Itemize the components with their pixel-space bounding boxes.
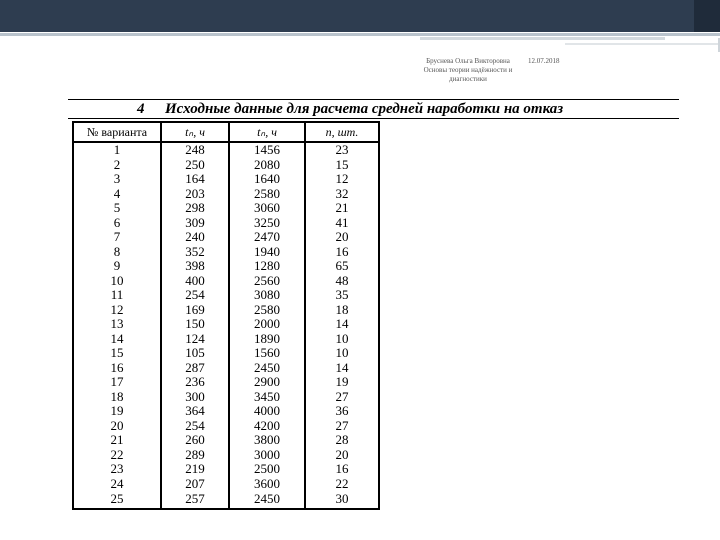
cell-t1: 250 xyxy=(161,158,229,173)
table-row xyxy=(73,230,379,245)
cell-variant: 4 xyxy=(73,187,161,202)
cell-t2: 3000 xyxy=(229,448,305,463)
cell-t2: 4000 xyxy=(229,404,305,419)
table-title: Исходные данные для расчета средней наработки на отказ xyxy=(165,101,564,117)
cell-variant: 10 xyxy=(73,274,161,289)
table-row xyxy=(73,317,379,332)
cell-n: 14 xyxy=(305,361,379,376)
cell-n: 30 xyxy=(305,491,379,509)
cell-variant: 18 xyxy=(73,390,161,405)
cell-t2: 1560 xyxy=(229,346,305,361)
cell-n: 23 xyxy=(305,142,379,158)
cell-t1: 248 xyxy=(161,142,229,158)
cell-n: 65 xyxy=(305,259,379,274)
cell-t2: 3080 xyxy=(229,288,305,303)
cell-variant: 23 xyxy=(73,462,161,477)
table-body xyxy=(73,142,379,509)
cell-n: 48 xyxy=(305,274,379,289)
cell-n: 21 xyxy=(305,201,379,216)
cell-t1: 203 xyxy=(161,187,229,202)
table-row xyxy=(73,477,379,492)
table-row xyxy=(73,288,379,303)
cell-n: 22 xyxy=(305,477,379,492)
cell-t2: 2450 xyxy=(229,361,305,376)
table-row xyxy=(73,259,379,274)
cell-t2: 4200 xyxy=(229,419,305,434)
table-row xyxy=(73,390,379,405)
cell-t1: 150 xyxy=(161,317,229,332)
cell-t1: 207 xyxy=(161,477,229,492)
cell-variant: 5 xyxy=(73,201,161,216)
cell-n: 15 xyxy=(305,158,379,173)
cell-variant: 8 xyxy=(73,245,161,260)
cell-variant: 9 xyxy=(73,259,161,274)
cell-t2: 2500 xyxy=(229,462,305,477)
cell-n: 18 xyxy=(305,303,379,318)
cell-t2: 3600 xyxy=(229,477,305,492)
cell-n: 41 xyxy=(305,216,379,231)
cell-t2: 1890 xyxy=(229,332,305,347)
table-row xyxy=(73,375,379,390)
decorative-line xyxy=(565,43,720,45)
cell-t1: 236 xyxy=(161,375,229,390)
cell-t1: 398 xyxy=(161,259,229,274)
cell-variant: 25 xyxy=(73,491,161,509)
cell-t2: 3250 xyxy=(229,216,305,231)
cell-variant: 24 xyxy=(73,477,161,492)
table-row xyxy=(73,158,379,173)
table-row xyxy=(73,172,379,187)
cell-n: 19 xyxy=(305,375,379,390)
cell-t1: 400 xyxy=(161,274,229,289)
cell-t1: 260 xyxy=(161,433,229,448)
cell-variant: 11 xyxy=(73,288,161,303)
table-row xyxy=(73,419,379,434)
table-row xyxy=(73,462,379,477)
table-row xyxy=(73,491,379,509)
cell-n: 27 xyxy=(305,390,379,405)
cell-variant: 2 xyxy=(73,158,161,173)
cell-variant: 12 xyxy=(73,303,161,318)
table-row xyxy=(73,216,379,231)
cell-t1: 254 xyxy=(161,419,229,434)
column-header-t1: tₙ, ч xyxy=(161,122,229,142)
cell-t2: 2900 xyxy=(229,375,305,390)
slide-top-bar xyxy=(0,0,720,32)
cell-t2: 1456 xyxy=(229,142,305,158)
cell-n: 20 xyxy=(305,230,379,245)
cell-t2: 2450 xyxy=(229,491,305,509)
table-row xyxy=(73,332,379,347)
cell-n: 16 xyxy=(305,462,379,477)
cell-t2: 2580 xyxy=(229,187,305,202)
table-number: 4 xyxy=(137,101,145,117)
cell-t1: 124 xyxy=(161,332,229,347)
header-row xyxy=(73,122,379,142)
cell-n: 10 xyxy=(305,346,379,361)
cell-n: 27 xyxy=(305,419,379,434)
table-row xyxy=(73,433,379,448)
cell-n: 10 xyxy=(305,332,379,347)
table-row xyxy=(73,245,379,260)
cell-variant: 20 xyxy=(73,419,161,434)
cell-n: 35 xyxy=(305,288,379,303)
table-row xyxy=(73,274,379,289)
cell-t2: 3800 xyxy=(229,433,305,448)
cell-t2: 1940 xyxy=(229,245,305,260)
cell-n: 14 xyxy=(305,317,379,332)
cell-t2: 2080 xyxy=(229,158,305,173)
slide-date: 12.07.2018 xyxy=(528,57,560,65)
cell-variant: 16 xyxy=(73,361,161,376)
cell-t1: 240 xyxy=(161,230,229,245)
cell-variant: 22 xyxy=(73,448,161,463)
cell-n: 32 xyxy=(305,187,379,202)
table-row xyxy=(73,361,379,376)
cell-t1: 164 xyxy=(161,172,229,187)
heading-rule xyxy=(68,99,679,100)
data-table xyxy=(72,121,380,510)
cell-n: 12 xyxy=(305,172,379,187)
top-bar-accent xyxy=(694,0,720,32)
cell-variant: 3 xyxy=(73,172,161,187)
decorative-line xyxy=(0,33,720,36)
cell-t2: 2470 xyxy=(229,230,305,245)
cell-variant: 1 xyxy=(73,142,161,158)
table-row xyxy=(73,142,379,158)
cell-variant: 6 xyxy=(73,216,161,231)
table-row xyxy=(73,404,379,419)
cell-t1: 105 xyxy=(161,346,229,361)
cell-t2: 2580 xyxy=(229,303,305,318)
table-row xyxy=(73,346,379,361)
cell-variant: 14 xyxy=(73,332,161,347)
cell-n: 20 xyxy=(305,448,379,463)
heading-rule xyxy=(68,118,679,119)
cell-t2: 2560 xyxy=(229,274,305,289)
cell-t1: 254 xyxy=(161,288,229,303)
cell-n: 28 xyxy=(305,433,379,448)
cell-t2: 1640 xyxy=(229,172,305,187)
cell-t1: 352 xyxy=(161,245,229,260)
cell-t1: 298 xyxy=(161,201,229,216)
cell-variant: 17 xyxy=(73,375,161,390)
slide-author: Бруснева Ольга Викторовна Основы теории надёжности и диагностики xyxy=(423,57,513,83)
cell-t2: 3450 xyxy=(229,390,305,405)
column-header-variant: № варианта xyxy=(73,122,161,142)
cell-t1: 257 xyxy=(161,491,229,509)
cell-t1: 309 xyxy=(161,216,229,231)
cell-n: 36 xyxy=(305,404,379,419)
table-row xyxy=(73,187,379,202)
cell-t1: 169 xyxy=(161,303,229,318)
column-header-n: n, шт. xyxy=(305,122,379,142)
cell-t1: 300 xyxy=(161,390,229,405)
cell-t1: 219 xyxy=(161,462,229,477)
cell-t1: 289 xyxy=(161,448,229,463)
cell-t2: 3060 xyxy=(229,201,305,216)
cell-t2: 1280 xyxy=(229,259,305,274)
cell-t1: 364 xyxy=(161,404,229,419)
cell-variant: 15 xyxy=(73,346,161,361)
cell-t2: 2000 xyxy=(229,317,305,332)
table-row xyxy=(73,201,379,216)
column-header-t2: tₙ, ч xyxy=(229,122,305,142)
decorative-line xyxy=(420,37,665,40)
cell-n: 16 xyxy=(305,245,379,260)
table-row xyxy=(73,303,379,318)
cell-variant: 19 xyxy=(73,404,161,419)
table-row xyxy=(73,448,379,463)
cell-variant: 7 xyxy=(73,230,161,245)
table-header xyxy=(73,122,379,142)
cell-variant: 13 xyxy=(73,317,161,332)
cell-t1: 287 xyxy=(161,361,229,376)
cell-variant: 21 xyxy=(73,433,161,448)
